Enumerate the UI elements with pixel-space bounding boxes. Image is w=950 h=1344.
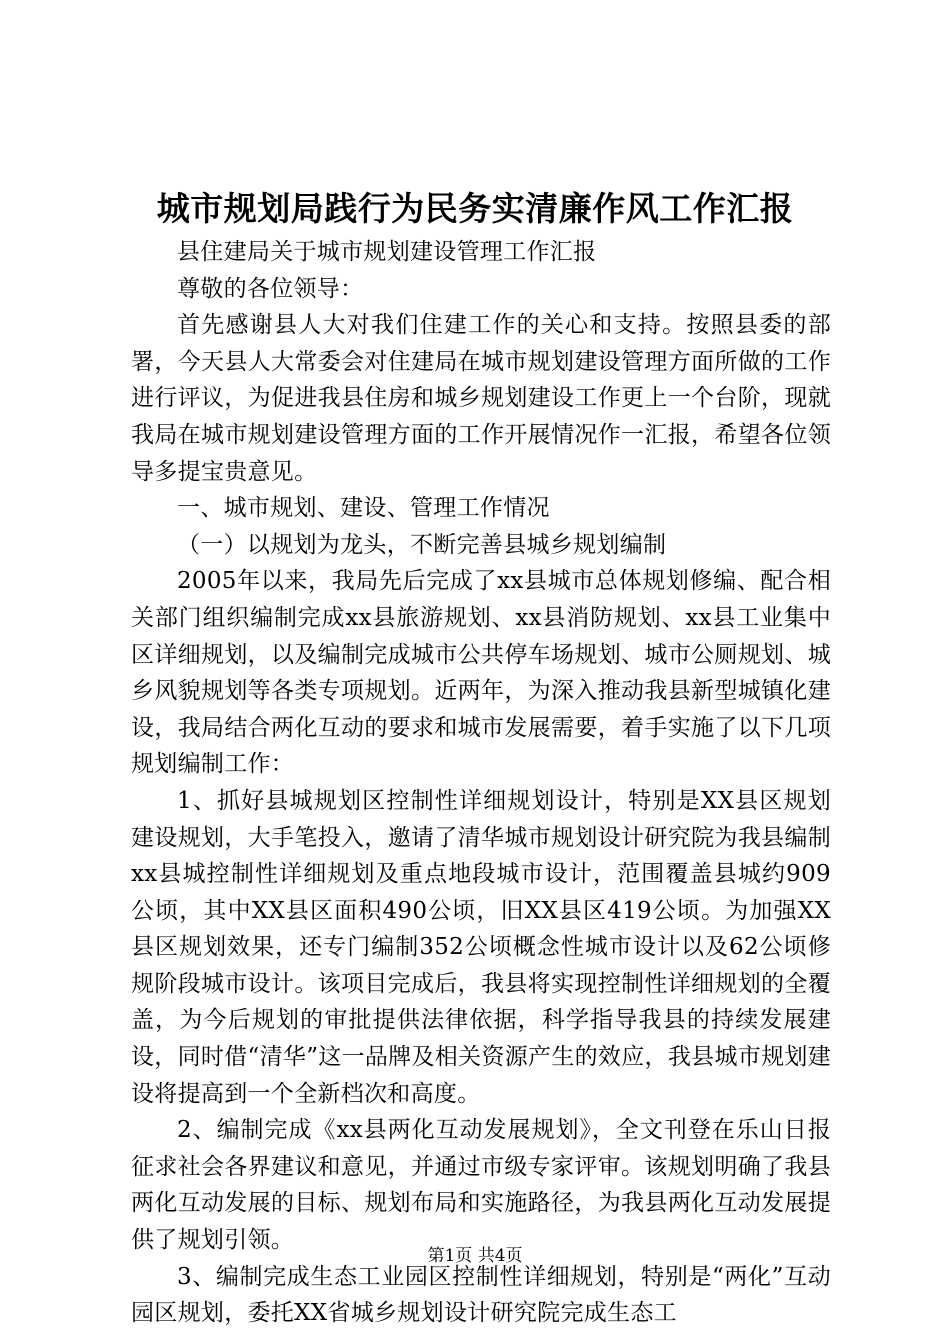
document-body — [131, 234, 831, 1332]
subsection-heading: （一）以规划为龙头，不断完善县城乡规划编制 — [177, 531, 667, 558]
page-footer: 第1页 共4页 — [427, 1246, 523, 1266]
paragraph-salutation: 尊敬的各位领导： — [177, 275, 364, 302]
document-title: 城市规划局践行为民务实清廉作风工作汇报 — [156, 189, 794, 228]
paragraph-item-1: 1、抓好县城规划区控制性详细规划设计，特别是XX县区规划建设规划，大手笔投入，邀请了清华城市规划设计研究院为我县编制xx县城控制性详细规划及重点地段城市设计，范围覆盖县城约909公顷，其中XX县区面积490公顷，旧XX县区419公顷。为加强XX县区规划效果，还专门编制352公顷概念性城市设计以及62公顷修规阶段城市设计。该项目完成后，我县将实现控制性详细规划的全覆盖，为今后规划的审批提供法律依据，科学指导我县的持续发展建设，同时借“清华”这一品牌及相关资源产生的效应，我县城市规划建设将提高到一个全新档次和高度。 — [131, 787, 831, 1107]
paragraph-item-3: 3、编制完成生态工业园区控制性详细规划，特别是“两化”互动园区规划，委托XX省城乡规划设计研究院完成生态工 — [131, 1263, 831, 1327]
paragraph-subtitle: 县住建局关于城市规划建设管理工作汇报 — [177, 239, 597, 265]
paragraph-item-2: 2、编制完成《xx县两化互动发展规划》，全文刊登在乐山日报征求社会各界建议和意见，并通过市级专家评审。该规划明确了我县两化互动发展的目标、规划布局和实施路径，为我县两化互动发展提供了规划引领。 — [131, 1117, 831, 1254]
section-heading: 一、城市规划、建设、管理工作情况 — [177, 495, 550, 522]
paragraph-planning-history: 2005年以来，我局先后完成了xx县城市总体规划修编、配合相关部门组织编制完成xx县旅游规划、xx县消防规划、xx县工业集中区详细规划，以及编制完成城市公共停车场规划、城市公厕规划、城乡风貌规划等各类专项规划。近两年，为深入推动我县新型城镇化建设，我局结合两化互动的要求和城市发展需要，着手实施了以下几项规划编制工作： — [131, 568, 831, 778]
paragraph-intro: 首先感谢县人大对我们住建工作的关心和支持。按照县委的部署，今天县人大常委会对住建局在城市规划建设管理方面所做的工作进行评议，为促进我县住房和城乡规划建设工作更上一个台阶，现就我局在城市规划建设管理方面的工作开展情况作一汇报，希望各位领导多提宝贵意见。 — [131, 312, 831, 485]
